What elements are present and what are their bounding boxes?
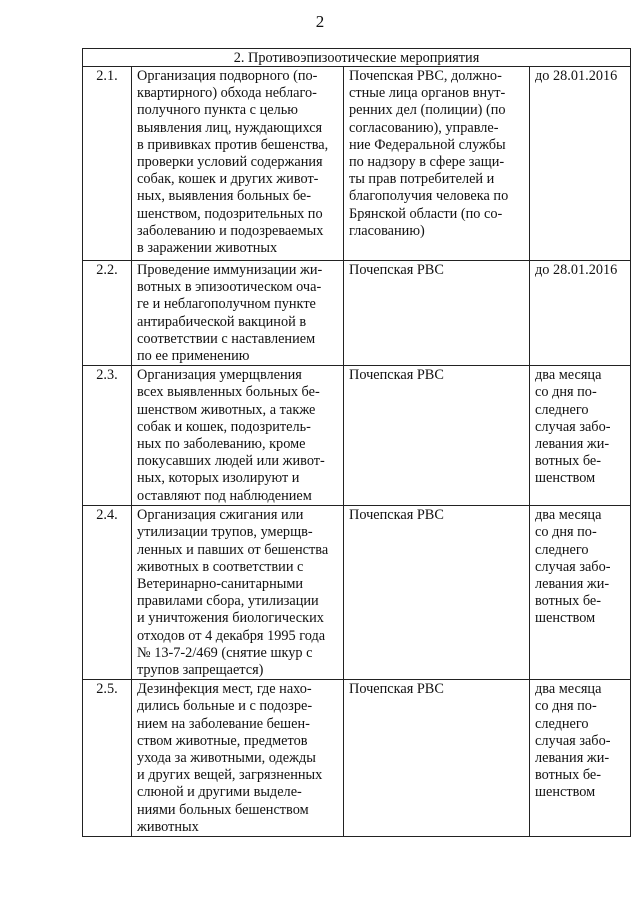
item-deadline bbox=[530, 67, 631, 261]
text-line: шенством животных, а также bbox=[137, 401, 316, 418]
table-row bbox=[83, 680, 631, 837]
table-row bbox=[83, 261, 631, 366]
text-line: со дня по- bbox=[535, 524, 597, 541]
text-line: случая забо- bbox=[535, 558, 611, 575]
text-line: согласованию), управле- bbox=[349, 119, 499, 136]
item-number: 2.4. bbox=[83, 506, 132, 680]
item-executor bbox=[344, 67, 530, 261]
text-line: Организация умерщвления bbox=[137, 367, 302, 384]
text-line: антирабической вакциной в bbox=[137, 313, 307, 330]
text-line: шенством bbox=[535, 784, 596, 801]
text-line: нием на заболевание бешен- bbox=[137, 715, 310, 732]
text-line: следнего bbox=[535, 401, 589, 418]
text-line: ниями больных бешенством bbox=[137, 801, 309, 818]
text-line: дились больные и с подозре- bbox=[137, 698, 313, 715]
text-line: трупов запрещается) bbox=[137, 662, 264, 679]
text-line: вотных в эпизоотическом оча- bbox=[137, 279, 322, 296]
item-number: 2.5. bbox=[83, 680, 132, 837]
text-line: ние Федеральной службы bbox=[349, 136, 506, 153]
text-line: получного пункта с целью bbox=[137, 102, 298, 119]
text-line: по надзору в сфере защи- bbox=[349, 154, 505, 171]
text-line: соответствии с наставлением bbox=[137, 330, 316, 347]
text-line: Брянской области (по со- bbox=[349, 205, 503, 222]
text-line: оставляют под наблюдением bbox=[137, 487, 312, 504]
item-deadline bbox=[530, 366, 631, 506]
text-line: всех выявленных больных бе- bbox=[137, 384, 320, 401]
text-line: в заражении животных bbox=[137, 240, 278, 257]
measures-table bbox=[82, 48, 631, 837]
text-line: Проведение иммунизации жи- bbox=[137, 262, 323, 278]
text-line: Почепская РВС bbox=[349, 681, 444, 698]
text-line: Дезинфекция мест, где нахо- bbox=[137, 681, 312, 698]
text-line: Почепская РВС bbox=[349, 262, 444, 278]
text-line: правилами сбора, утилизации bbox=[137, 593, 319, 610]
text-line: шенством, подозрительных по bbox=[137, 205, 323, 222]
text-line: ухода за животными, одежды bbox=[137, 750, 316, 767]
text-line: ных по заболеванию, кроме bbox=[137, 436, 306, 453]
text-line: шенством bbox=[535, 470, 596, 487]
text-line: левания жи- bbox=[535, 436, 610, 453]
text-line: собак, кошек и других живот- bbox=[137, 171, 319, 188]
text-line: Ветеринарно-санитарными bbox=[137, 576, 304, 593]
text-line: Почепская РВС, должно- bbox=[349, 68, 502, 84]
text-line: следнего bbox=[535, 541, 589, 558]
text-line: утилизации трупов, умерщв- bbox=[137, 524, 313, 541]
item-description bbox=[132, 680, 344, 837]
item-deadline bbox=[530, 506, 631, 680]
text-line: Почепская РВС bbox=[349, 507, 444, 524]
text-line: стные лица органов внут- bbox=[349, 85, 506, 102]
text-line: левания жи- bbox=[535, 576, 610, 593]
text-line: гласованию) bbox=[349, 222, 425, 239]
table-row bbox=[83, 506, 631, 680]
text-line: Организация сжигания или bbox=[137, 507, 304, 524]
item-executor bbox=[344, 506, 530, 680]
text-line: левания жи- bbox=[535, 750, 610, 767]
text-line: вотных бе- bbox=[535, 767, 602, 784]
text-line: в прививках против бешенства, bbox=[137, 136, 329, 153]
text-line: квартирного) обхода неблаго- bbox=[137, 85, 317, 102]
item-deadline bbox=[530, 261, 631, 366]
text-line: ством животные, предметов bbox=[137, 732, 308, 749]
text-line: ных, выявления больных бе- bbox=[137, 188, 312, 205]
text-line: два месяца bbox=[535, 367, 602, 384]
text-line: слюной и другими выделе- bbox=[137, 784, 302, 801]
text-line: до 28.01.2016 bbox=[535, 68, 618, 84]
text-line: следнего bbox=[535, 715, 589, 732]
item-description bbox=[132, 506, 344, 680]
text-line: выявления лиц, нуждающихся bbox=[137, 119, 323, 136]
text-line: ных, которых изолируют и bbox=[137, 470, 300, 487]
text-line: со дня по- bbox=[535, 384, 597, 401]
text-line: животных в соответствии с bbox=[137, 558, 304, 575]
item-number: 2.1. bbox=[83, 67, 132, 261]
text-line: Почепская РВС bbox=[349, 367, 444, 384]
text-line: Организация подворного (по- bbox=[137, 68, 318, 84]
item-description bbox=[132, 67, 344, 261]
item-executor bbox=[344, 261, 530, 366]
text-line: вотных бе- bbox=[535, 453, 602, 470]
text-line: № 13-7-2/469 (снятие шкур с bbox=[137, 644, 313, 661]
text-line: вотных бе- bbox=[535, 593, 602, 610]
text-line: проверки условий содержания bbox=[137, 154, 323, 171]
text-line: ренних дел (полиции) (по bbox=[349, 102, 506, 119]
text-line: до 28.01.2016 bbox=[535, 262, 618, 278]
text-line: случая забо- bbox=[535, 418, 611, 435]
text-line: и других вещей, загрязненных bbox=[137, 767, 323, 784]
text-line: животных bbox=[137, 818, 199, 835]
text-line: по ее применению bbox=[137, 348, 250, 365]
text-line: отходов от 4 декабря 1995 года bbox=[137, 627, 326, 644]
table-row bbox=[83, 67, 631, 261]
text-line: и уничтожения биологических bbox=[137, 610, 324, 627]
text-line: ленных и павших от бешенства bbox=[137, 541, 329, 558]
item-number: 2.2. bbox=[83, 261, 132, 366]
text-line: собак и кошек, подозритель- bbox=[137, 418, 311, 435]
item-number: 2.3. bbox=[83, 366, 132, 506]
item-deadline bbox=[530, 680, 631, 837]
item-executor bbox=[344, 366, 530, 506]
section-header-row bbox=[83, 49, 631, 67]
text-line: со дня по- bbox=[535, 698, 597, 715]
text-line: благополучия человека по bbox=[349, 188, 509, 205]
text-line: ге и неблагополучном пункте bbox=[137, 296, 316, 313]
section-title: 2. Противоэпизоотические мероприятия bbox=[83, 49, 631, 67]
page-number: 2 bbox=[315, 12, 325, 31]
table-row bbox=[83, 366, 631, 506]
item-description bbox=[132, 261, 344, 366]
item-description bbox=[132, 366, 344, 506]
text-line: два месяца bbox=[535, 507, 602, 524]
text-line: шенством bbox=[535, 610, 596, 627]
text-line: случая забо- bbox=[535, 732, 611, 749]
text-line: два месяца bbox=[535, 681, 602, 698]
text-line: покусавших людей или живот- bbox=[137, 453, 325, 470]
item-executor bbox=[344, 680, 530, 837]
text-line: ты прав потребителей и bbox=[349, 171, 495, 188]
text-line: заболеванию и подозреваемых bbox=[137, 222, 324, 239]
